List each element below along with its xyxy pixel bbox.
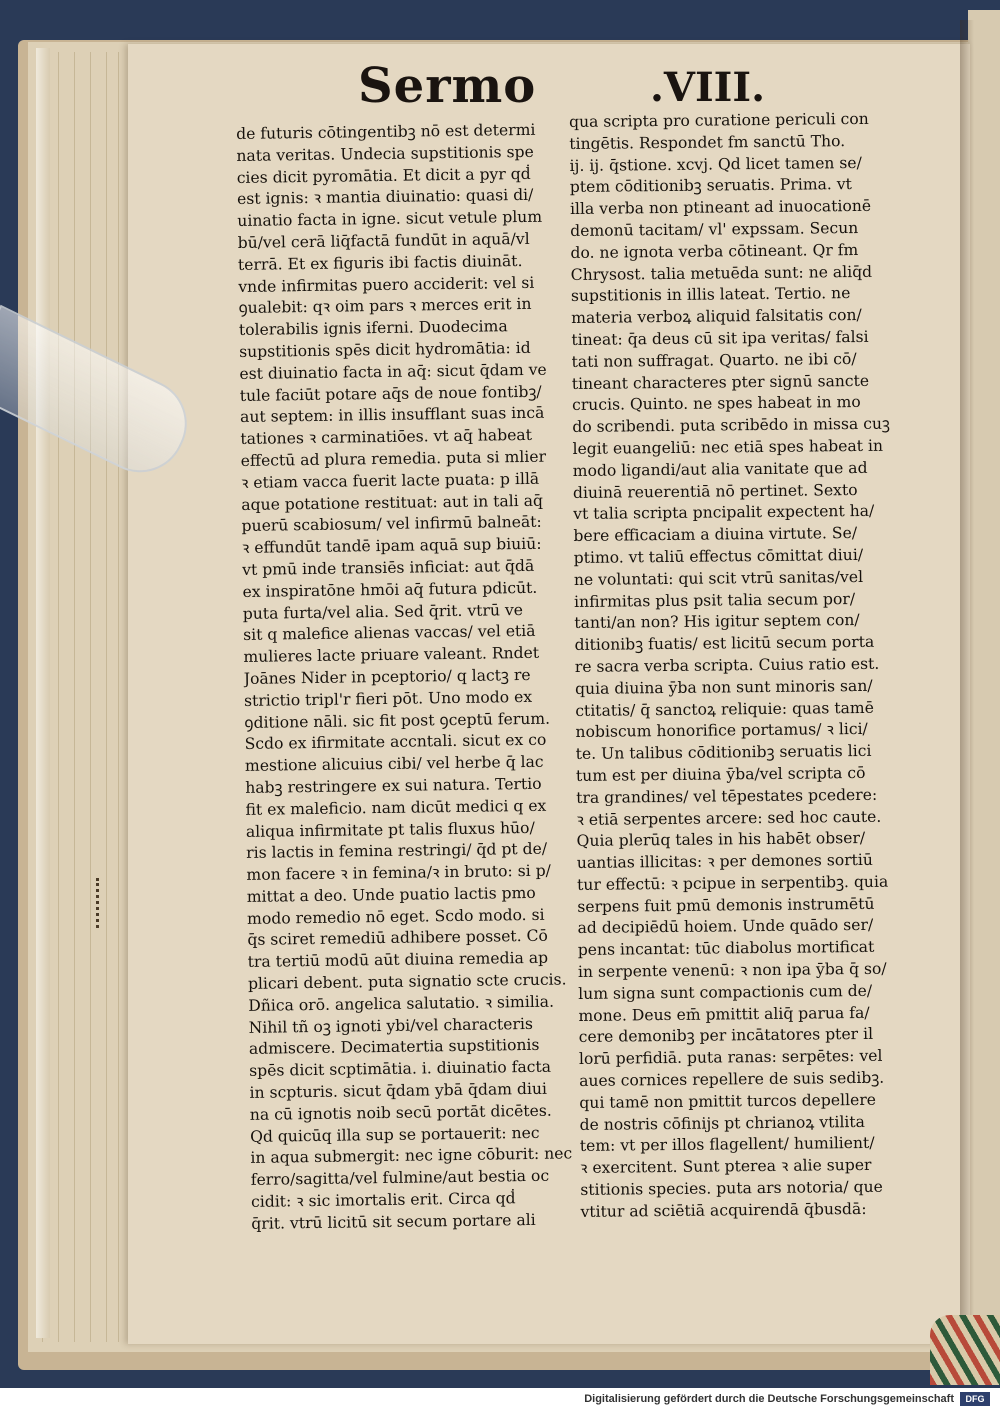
text-line: mon facere ꝛ in femina/ꝛ in bruto: si p/ xyxy=(246,861,552,885)
text-line: ptem cōditionibꝫ seruatis. Prima. vt xyxy=(569,175,852,197)
text-line: tingētis. Respondet fm sanctū Tho. xyxy=(569,131,846,153)
text-line: ꝯditione nāli. sic fit post ꝯceptū ferum. xyxy=(244,709,551,732)
text-line: tanti/an non? His igitur septem con/ xyxy=(574,611,860,633)
text-line: strictio tripl'r fieri pōt. Uno modo ex xyxy=(243,687,533,710)
text-column-right xyxy=(569,109,909,1224)
text-line: tule faciūt potare aq̄s de noue fontibꝫ/ xyxy=(239,382,542,405)
text-line: cidit: ꝛ sic imortalis erit. Circa qḋ xyxy=(250,1189,516,1211)
text-line: demonū tacitam/ vl' expssam. Secun xyxy=(570,218,859,240)
text-line: nata veritas. Undecia supstitionis spe xyxy=(236,142,534,165)
text-line: lum signa sunt compactionis cum de/ xyxy=(578,981,873,1003)
dfg-logo: DFG xyxy=(960,1392,990,1406)
text-line: ad decipiēdū hoiem. Unde quādo ser/ xyxy=(577,916,874,938)
text-line: Qd quicūq illa sup se portauerit: nec xyxy=(250,1123,540,1146)
text-line: ꝛ etiā serpentes arcere: sed hoc caute. xyxy=(576,807,882,829)
text-line: ctitatis/ q̄ sanctoꝝ reliquie: quas tamē xyxy=(575,698,874,720)
text-line: ꝛ effundūt tandē ipam aquā sup biuiū: xyxy=(241,534,542,558)
text-line: aues cornices repellere de suis sedibꝫ. xyxy=(579,1068,885,1091)
text-line: ꝛ etiam vacca fuerit lacte puata: p illā xyxy=(240,469,540,492)
text-line: quia diuina ȳba non sunt minoris san/ xyxy=(574,676,873,698)
text-line: est ignis: ꝛ mantia diuinatio: quasi di/ xyxy=(236,186,534,209)
text-line: bū/vel cerā liq̄factā fundūt in aquā/vl xyxy=(237,229,530,252)
text-line: tem: vt per illos flagellent/ humilient/ xyxy=(579,1134,875,1156)
text-line: do. ne ignota verba cōtineant. Qr fm xyxy=(570,240,859,262)
text-line: stitionis species. puta ars notoria/ que xyxy=(580,1177,883,1199)
text-line: tra grandines/ vel tēpestates pcedere: xyxy=(576,785,878,807)
text-line: tineant characteres pter signū sancte xyxy=(571,371,870,393)
text-line: q̄s sciret remediū adhibere posset. Cō xyxy=(247,927,548,950)
text-line: in aqua submergit: nec igne cōburit: nec xyxy=(250,1144,573,1168)
credit-bar xyxy=(0,1388,1000,1412)
text-line: vnde infirmitas puero acciderit: vel si xyxy=(238,273,535,296)
text-line: ij. ij. q̄stione. xcvj. Qd licet tamen se/ xyxy=(569,153,862,175)
text-line: uantias illicitas: ꝛ per demones sortiū xyxy=(576,850,874,873)
text-line: crucis. Quinto. ne spes habeat in mo xyxy=(571,393,861,415)
text-line: ex inspiratōne hmōi aq̄ futura pdicūt. xyxy=(242,578,538,601)
text-line: mittat a deo. Unde puatio lactis pmo xyxy=(246,883,536,906)
text-line: mone. Deus em̄ pmittit aliq̄ parua fa/ xyxy=(578,1003,870,1025)
text-line: habꝫ restringere ex sui natura. Tertio xyxy=(245,774,542,797)
text-line: Quia plerūq tales in his habēt obser/ xyxy=(576,829,866,851)
text-line: de nostris cōfinijs pt chrianoꝝ vtilita xyxy=(579,1112,866,1134)
text-line: Dñica orō. angelica salutatio. ꝛ similia. xyxy=(248,992,555,1015)
text-line: de futuris cōtingentibꝫ nō est determi xyxy=(236,120,536,143)
bookmark-ribbon xyxy=(930,1315,1000,1385)
text-line: tationes ꝛ carminatiōes. vt aq̄ habeat xyxy=(240,426,533,449)
text-line: cere demonibꝫ per incātatores pter il xyxy=(578,1025,874,1047)
text-line: Chrysost. talia metuēda sunt: ne aliq̄d xyxy=(570,262,873,284)
text-line: plicari debent. puta signatio scte crucis. xyxy=(247,970,567,993)
text-line: cies dicit pyromātia. Et dicit a pyr qḋ xyxy=(236,164,531,187)
text-line: materia verboꝝ aliquid falsitatis con/ xyxy=(571,306,862,328)
text-line: ditionibꝫ fuatis/ est licitū secum porta xyxy=(574,632,875,655)
text-line: puta furta/vel alia. Sed q̄rit. vtrū ve xyxy=(242,600,524,623)
text-line: legit euangeliū: nec etiā spes habeat in xyxy=(572,436,884,458)
text-line: ꝯualebit: qꝛ oim pars ꝛ merces erit in xyxy=(238,295,532,318)
text-line: uinatio facta in igne. sicut vetule plum xyxy=(237,207,543,231)
text-line: Joānes Nider in pceptorio/ q lactꝫ re xyxy=(243,665,531,688)
text-line: qui tamē non pmittit turcos depellere xyxy=(579,1090,877,1112)
text-line: modo ligandi/aut alia vanitate que ad xyxy=(572,458,868,480)
text-line: bere efficaciam a diuina virtute. Se/ xyxy=(573,524,858,546)
text-line: in scpturis. sicut q̄dam ybā q̄dam diui xyxy=(249,1079,548,1102)
text-line: pens incantat: tūc diabolus mortificat xyxy=(577,938,875,960)
gutter-shadow xyxy=(960,20,974,1370)
text-line: tra tertiū modū aūt diuina remedia ap xyxy=(247,949,549,972)
text-line: ptimo. vt taliū effectus cōmittat diui/ xyxy=(573,545,864,567)
text-line: ferro/sagitta/vel fulmine/aut bestia oc xyxy=(250,1166,550,1190)
text-line: ne voluntati: qui scit vtrū sanitas/vel xyxy=(573,567,864,589)
text-line: vt talia scripta pncipalit expectent ha/ xyxy=(573,502,875,524)
text-line: na cū ignotis noib secū portāt dicētes. xyxy=(249,1101,552,1124)
text-line: aliqua infirmitate pt talis fluxus hūo/ xyxy=(245,818,535,841)
text-line: q̄rit. vtrū licitū sit secum portare ali xyxy=(251,1210,536,1233)
text-line: qua scripta pro curatione periculi con xyxy=(569,109,869,131)
folio-number: .VIII. xyxy=(650,64,766,111)
text-line: ꝛ exercitent. Sunt pterea ꝛ alie super xyxy=(579,1156,872,1178)
text-line: Scdo ex ifirmitate accntali. sicut ex co xyxy=(244,731,547,754)
spine-gutter xyxy=(36,48,50,1338)
text-line: aque potatione restituat: aut in tali aq̄ xyxy=(241,491,544,514)
text-line: te. Un talibus cōditionibꝫ seruatis lici xyxy=(575,741,872,764)
text-line: vt pmū inde transiēs inficiat: aut q̄dā xyxy=(242,556,535,579)
text-line: terrā. Et ex figuris ibi factis diuināt. xyxy=(237,251,523,274)
text-line: fit ex maleficio. nam dicūt medici q ex xyxy=(245,796,547,819)
text-line: tineat: q̄a deus cū sit ipa veritas/ falsi xyxy=(571,327,869,349)
binding-marks xyxy=(96,878,111,928)
text-line: in serpente venenū: ꝛ non ipa ȳba q̄ so/ xyxy=(577,959,887,982)
text-line: do scribendi. puta scribēdo in missa cuꝫ xyxy=(572,414,891,437)
text-line: mestione alicuius cibi/ vel herbe q̄ lac xyxy=(244,752,544,776)
text-line: tur effectū: ꝛ pcipue in serpentibꝫ. quia xyxy=(576,872,889,894)
text-line: spēs dicit scptimātia. i. diuinatio facta xyxy=(249,1057,552,1081)
text-line: tum est per diuina ȳba/vel scripta cō xyxy=(575,763,866,785)
text-column-left xyxy=(236,119,579,1235)
text-line: serpens fuit pmū demonis instrumētū xyxy=(577,894,875,916)
text-line: ris lactis in femina restringi/ q̄d pt de/ xyxy=(246,840,548,863)
text-line: aut septem: in illis insufflant suas incā xyxy=(239,404,545,427)
text-line: tati non suffragat. Quarto. ne ibi cō/ xyxy=(571,349,857,371)
running-head-title: Sermo xyxy=(358,58,537,114)
text-line: re sacra verba scripta. Cuius ratio est. xyxy=(574,654,880,676)
text-line: Nihil tñ oꝫ ignoti ybi/vel characteris xyxy=(248,1014,534,1037)
text-line: supstitionis spēs dicit hydromātia: id xyxy=(239,338,531,361)
text-line: effectū ad plura remedia. puta si mlier xyxy=(240,447,547,470)
text-line: admiscere. Decimatertia supstitionis xyxy=(248,1036,540,1059)
funding-credit: Digitalisierung gefördert durch die Deutsche Forschungsgemeinschaft xyxy=(584,1393,954,1405)
text-line: diuinā reuerentiā nō pertinet. Sexto xyxy=(572,480,858,502)
text-line: est diuinatio facta in aq̄: sicut q̄dam ve xyxy=(239,360,547,383)
text-line: modo remedio nō eget. Scdo modo. si xyxy=(246,905,545,928)
text-line: vtitur ad sciētiā acquirendā q̄busdā: xyxy=(580,1199,867,1221)
text-line: puerū scabiosum/ vel infirmū balneāt: xyxy=(241,513,542,536)
text-line: mulieres lacte priuare valeant. Rndet xyxy=(243,643,540,667)
text-line: nobiscum honorifice portamus/ ꝛ lici/ xyxy=(575,720,868,742)
text-line: illa verba non ptineant ad inuocationē xyxy=(569,197,872,219)
text-line: supstitionis in illis lateat. Tertio. ne xyxy=(570,284,851,306)
text-line: infirmitas plus psit talia secum por/ xyxy=(574,589,856,611)
text-line: sit q malefice alienas vaccas/ vel etiā xyxy=(243,622,536,645)
text-line: lorū perfidiā. puta ranas: serpētes: vel xyxy=(578,1047,883,1069)
text-line: tolerabilis ignis iferni. Duodecima xyxy=(238,317,508,340)
